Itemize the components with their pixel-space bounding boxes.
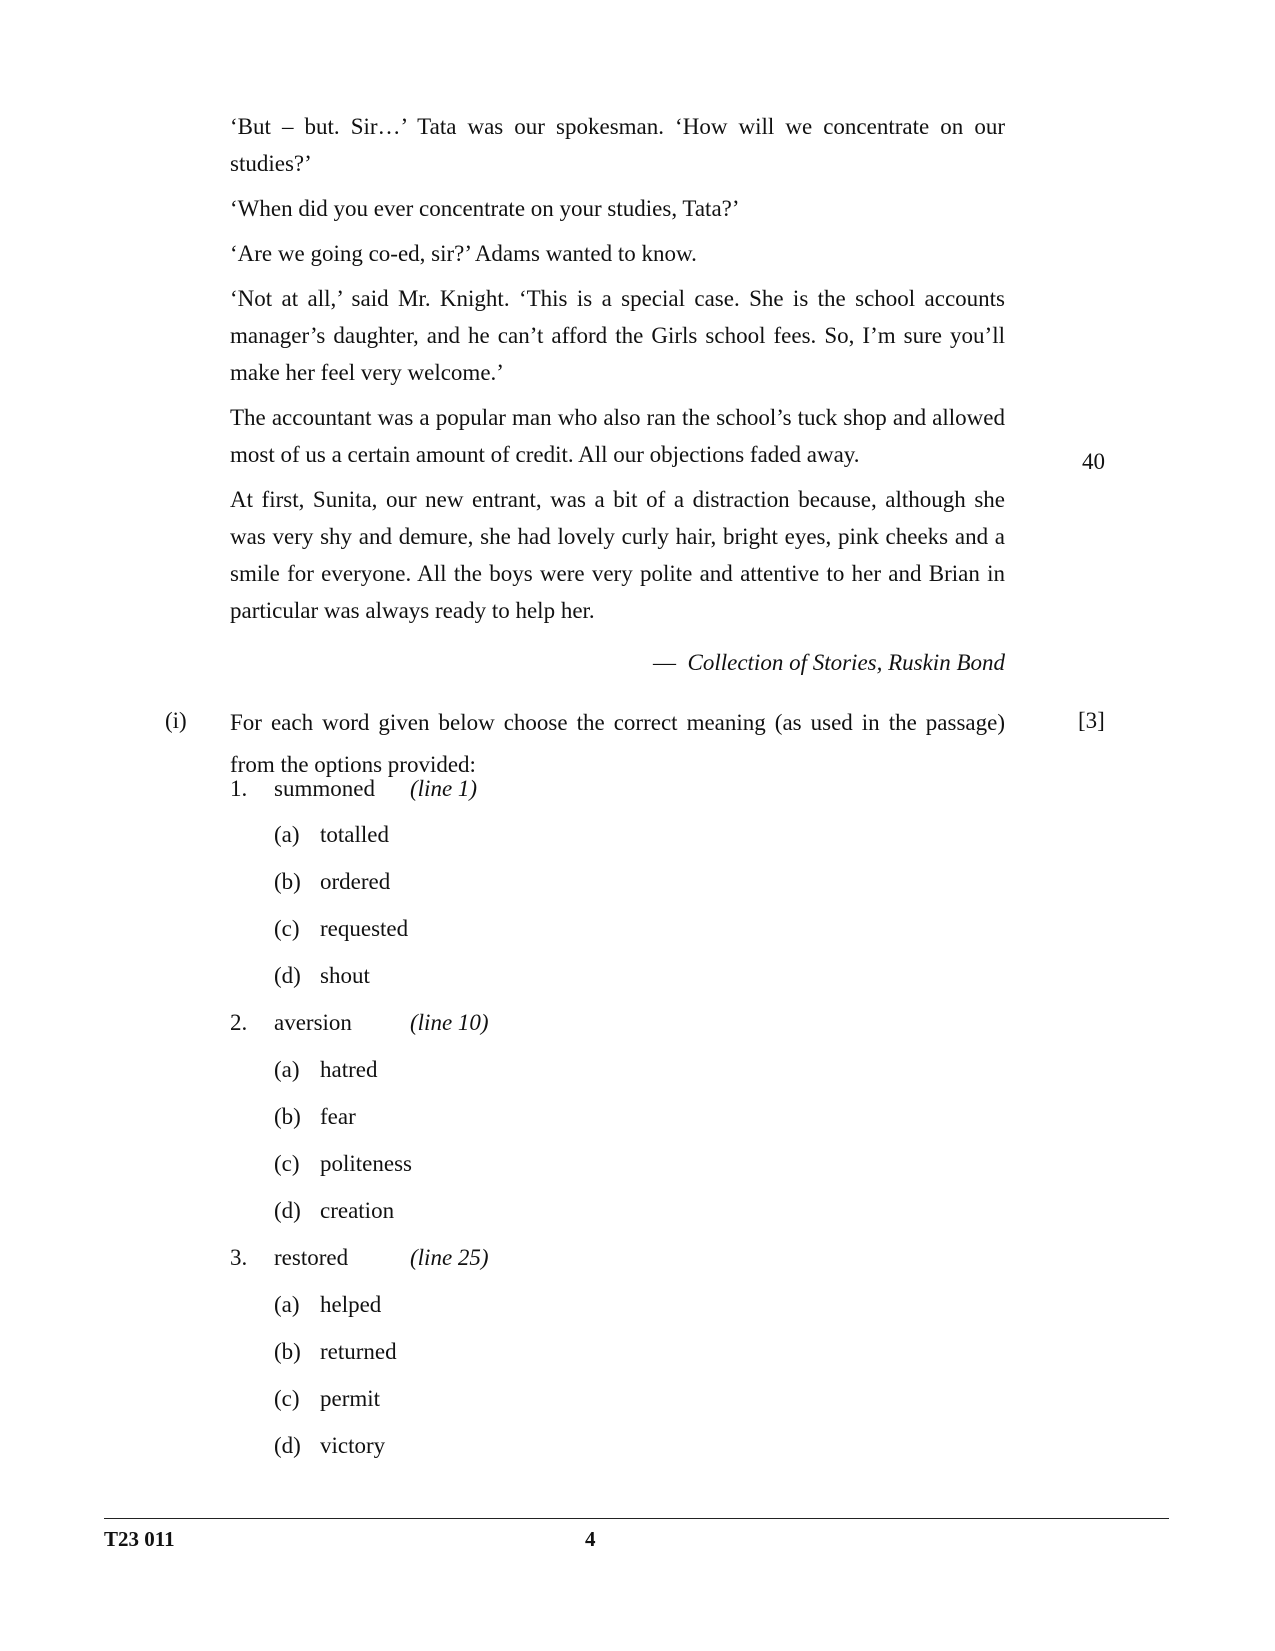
footer-page-number: 4 xyxy=(585,1527,596,1551)
option-text: victory xyxy=(320,1433,386,1458)
line-number: 40 xyxy=(1082,449,1105,474)
item-word: restored xyxy=(274,1245,349,1270)
passage-paragraph: ‘But – but. Sir…’ Tata was our spokesman. ‘How will we concentrate on our studies?’ xyxy=(230,114,1005,176)
option-label: (a) xyxy=(274,822,300,847)
option-label: (d) xyxy=(274,1198,301,1223)
question-marks: [3] xyxy=(1078,708,1105,733)
passage xyxy=(230,108,1005,637)
option-label: (d) xyxy=(274,1433,301,1458)
option-label: (b) xyxy=(274,869,301,894)
option-text: permit xyxy=(320,1386,381,1411)
option-text: politeness xyxy=(320,1151,412,1176)
option-label: (b) xyxy=(274,1104,301,1129)
option-text: returned xyxy=(320,1339,397,1364)
option-text: creation xyxy=(320,1198,395,1223)
item-line-ref: (line 1) xyxy=(410,776,478,801)
footer-divider xyxy=(104,1518,1169,1519)
item-number: 2. xyxy=(230,1010,248,1035)
passage-source xyxy=(230,644,1005,681)
option-text: fear xyxy=(320,1104,356,1129)
source-title: Collection of Stories, Ruskin Bond xyxy=(687,650,1005,675)
option-label: (a) xyxy=(274,1057,300,1082)
option-label: (c) xyxy=(274,1151,300,1176)
item-line-ref: (line 10) xyxy=(410,1010,489,1035)
option-text: requested xyxy=(320,916,409,941)
option-text: ordered xyxy=(320,869,391,894)
option-label: (d) xyxy=(274,963,301,988)
option-label: (b) xyxy=(274,1339,301,1364)
passage-paragraph: ‘When did you ever concentrate on your studies, Tata?’ xyxy=(230,196,740,221)
footer-paper-code: T23 011 xyxy=(104,1527,175,1551)
option-text: helped xyxy=(320,1292,382,1317)
item-word: summoned xyxy=(274,776,375,801)
item-number: 3. xyxy=(230,1245,248,1270)
source-dash: — xyxy=(653,650,676,675)
passage-paragraph: ‘Not at all,’ said Mr. Knight. ‘This is a special case. She is the school accounts manager’s daughter, and he can’t afford the Girls school fees. So, I’m sure you’ll make her feel very welcome.’ xyxy=(230,286,1005,385)
passage-paragraph: ‘Are we going co-ed, sir?’ Adams wanted to know. xyxy=(230,241,697,266)
question-number: (i) xyxy=(165,708,187,733)
item-word: aversion xyxy=(274,1010,352,1035)
option-text: totalled xyxy=(320,822,389,847)
passage-paragraph: The accountant was a popular man who also ran the school’s tuck shop and allowed most of us a certain amount of credit. All our objections faded away. xyxy=(230,405,1005,467)
option-label: (a) xyxy=(274,1292,300,1317)
option-text: hatred xyxy=(320,1057,378,1082)
passage-paragraph: At first, Sunita, our new entrant, was a bit of a distraction because, although she was very shy and demure, she had lovely curly hair, bright eyes, pink cheeks and a smile for everyone. All the boys were very polite and attentive to her and Brian in particular was always ready to help her. xyxy=(230,487,1005,623)
option-label: (c) xyxy=(274,1386,300,1411)
question-text: For each word given below choose the correct meaning (as used in the passage) from the options provided: xyxy=(230,710,1005,777)
option-text: shout xyxy=(320,963,370,988)
item-line-ref: (line 25) xyxy=(410,1245,489,1270)
item-number: 1. xyxy=(230,776,248,801)
option-label: (c) xyxy=(274,916,300,941)
